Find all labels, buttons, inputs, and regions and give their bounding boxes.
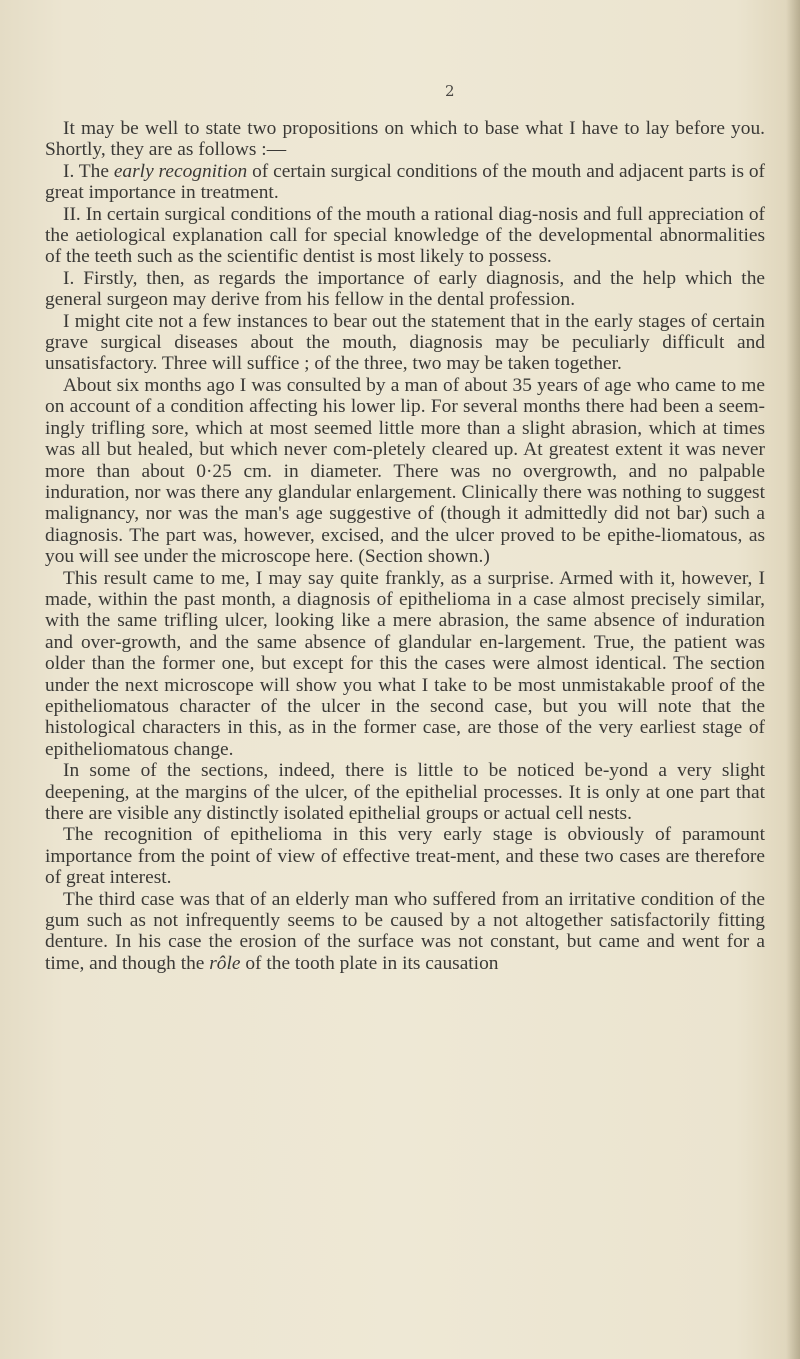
paragraph-sections: In some of the sections, indeed, there is little to be noticed be-yond a very slight deepening, at the margins of the ulcer, of the epithelial processes. It is only at one part that there are visible any distinctly isolated epithelial groups or actual cell nests. bbox=[45, 760, 765, 824]
third-case-lead: The third case was that of an elderly man who suffered from an irritative condition of the gum such as not infrequently seems to be caused by a not altogether satisfactorily fitting denture. In his case the erosion of the surface was not constant, but came and went for a time, and though the bbox=[45, 888, 765, 974]
proposition-one-lead: I. The bbox=[63, 160, 114, 182]
paragraph-first-case: About six months ago I was consulted by a man of about 35 years of age who came to me on account of a condition affecting his lower lip. For several months there had been a seem-ingly trifling sore, which at most seemed little more than a slight abrasion, which at times was all but healed, but which never com-pletely cleared up. At greatest extent it was never more than about 0·25 cm. in diameter. There was no overgrowth, and no palpable induration, nor was there any glandular enlargement. Clinically there was nothing to suggest malignancy, nor was the man's age suggestive of (though it admittedly did not bar) such a diagnosis. The part was, however, excised, and the ulcer proved to be epithe-liomatous, as you will see under the microscope here. (Section shown.) bbox=[45, 374, 765, 568]
paragraph-second-case: This result came to me, I may say quite frankly, as a surprise. Armed with it, however, I made, within the past month, a diagnosis of epithelioma in a case almost precisely similar, with the same trifling ulcer, looking like a mere abrasion, the same absence of induration and over-growth, and the same absence of glandular en-largement. True, the patient was older than the former one, but except for this the cases were almost identical. The section under the next microscope will show you what I take to be most unmistakable proof of the epitheliomatous character of the ulcer in the second case, but you will note that the histological characters in this, as in the former case, are those of the very earliest stage of epitheliomatous change. bbox=[45, 567, 765, 760]
paragraph-firstly: I. Firstly, then, as regards the importance of early diagnosis, and the help which the general surgeon may derive from his fellow in the dental profession. bbox=[45, 267, 765, 311]
page-number: 2 bbox=[445, 82, 455, 100]
body-text bbox=[45, 118, 765, 974]
paragraph-proposition-two: II. In certain surgical conditions of the mouth a rational diag-nosis and full appreciation of the aetiological explanation call for special knowledge of the developmental abnormalities of the teeth such as the scientific dentist is most likely to possess. bbox=[45, 203, 765, 268]
paragraph-proposition-one bbox=[45, 161, 765, 204]
paragraph-third-case bbox=[45, 889, 765, 975]
emphasis-early-recognition: early recognition bbox=[113, 160, 248, 182]
proposition-one-rest: of certain surgical conditions of the mouth and adjacent parts is of great importance in treatment. bbox=[45, 160, 766, 204]
paragraph-introduction: It may be well to state two propositions on which to base what I have to lay before you. Shortly, they are as follows :— bbox=[45, 118, 765, 161]
paragraph-instances: I might cite not a few instances to bear out the statement that in the early stages of certain grave surgical diseases about the mouth, diagnosis may be peculiarly difficult and unsatisfactory. Three will suffice ; of the three, two may be taken together. bbox=[45, 310, 765, 375]
third-case-rest: of the tooth plate in its causation bbox=[240, 952, 499, 974]
emphasis-role: rôle bbox=[209, 952, 241, 974]
paragraph-importance: The recognition of epithelioma in this very early stage is obviously of paramount importance from the point of view of effective treat-ment, and these two cases are therefore of great interest. bbox=[45, 824, 765, 889]
page-edge-shadow bbox=[786, 0, 800, 1359]
